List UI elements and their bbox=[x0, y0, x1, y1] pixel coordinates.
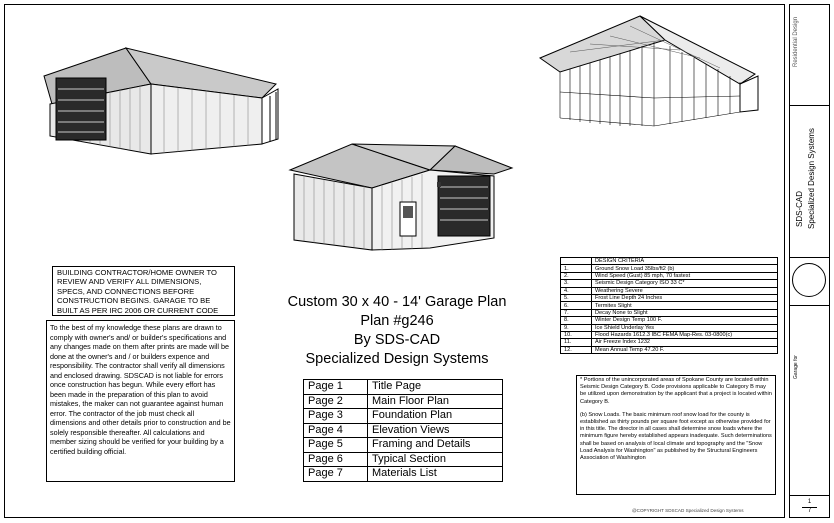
logo-circle bbox=[792, 263, 826, 297]
criteria-num: 4. bbox=[561, 287, 592, 294]
criteria-num: 1. bbox=[561, 265, 592, 272]
table-row bbox=[561, 272, 778, 279]
table-row bbox=[561, 346, 778, 353]
page-number: Page 6 bbox=[304, 452, 368, 467]
garage-render-left bbox=[26, 44, 281, 162]
criteria-num: 2. bbox=[561, 272, 592, 279]
table-row bbox=[304, 380, 503, 395]
table-row bbox=[561, 258, 778, 265]
table-row bbox=[304, 438, 503, 453]
garage-render-front bbox=[280, 140, 520, 265]
table-row bbox=[561, 324, 778, 331]
contractor-review-note: BUILDING CONTRACTOR/HOME OWNER TO REVIEW AND VERIFY ALL DIMENSIONS, SPECS, AND CONNECTIONS BEFORE CONSTRUCTION BEGINS. GARAGE TO BE BUILT AS PER IRC 2006 OR CURRENT CODE bbox=[52, 266, 235, 316]
garage-framing-render bbox=[530, 12, 760, 130]
criteria-text: Weathering Severe bbox=[592, 287, 778, 294]
criteria-text: Decay None to Slight bbox=[592, 309, 778, 316]
page-title: Elevation Views bbox=[368, 423, 503, 438]
page-title: Main Floor Plan bbox=[368, 394, 503, 409]
criteria-text: Frost Line Depth 24 Inches bbox=[592, 294, 778, 301]
table-row bbox=[304, 409, 503, 424]
criteria-text: Ground Snow Load 35lbs/ft2 (b) bbox=[592, 265, 778, 272]
criteria-num: 9. bbox=[561, 324, 592, 331]
page-index-table bbox=[303, 379, 503, 482]
plan-author: By SDS-CAD bbox=[353, 332, 441, 348]
criteria-text: Flood Hazards 1612.3 IBC FEMA Map-Res. 03-0800(c) bbox=[592, 331, 778, 338]
page-title: Materials List bbox=[368, 467, 503, 482]
page-number: Page 3 bbox=[304, 409, 368, 424]
seismic-note: * Portions of the unincorporated areas of Spokane County are located within Seismic Design Category B. Code provisions applicable to Category B may be utilized upon demonstration by the applicant that a project is located within Category B. bbox=[580, 377, 772, 405]
page-title: Foundation Plan bbox=[368, 409, 503, 424]
sheet-total: 7 bbox=[807, 508, 812, 514]
criteria-text: Mean Annual Temp 47.20 F. bbox=[592, 346, 778, 353]
table-row bbox=[304, 423, 503, 438]
sheet-number: 1 bbox=[807, 499, 812, 505]
plan-title: Custom 30 x 40 - 14' Garage Plan bbox=[287, 294, 507, 310]
criteria-num: 6. bbox=[561, 302, 592, 309]
criteria-num: 10. bbox=[561, 331, 592, 338]
table-row bbox=[304, 394, 503, 409]
company-full-name: Specialized Design Systems bbox=[807, 128, 816, 229]
plan-number: Plan #g246 bbox=[360, 313, 434, 329]
criteria-num: 5. bbox=[561, 294, 592, 301]
table-row bbox=[561, 265, 778, 272]
design-criteria-table bbox=[560, 257, 778, 354]
table-row bbox=[561, 280, 778, 287]
criteria-num: 12. bbox=[561, 346, 592, 353]
criteria-text: Winter Design Temp 100 F. bbox=[592, 317, 778, 324]
criteria-text: Wind Speed (Gust) 85 mph, 70 fastest bbox=[592, 272, 778, 279]
table-row bbox=[304, 452, 503, 467]
criteria-num: 3. bbox=[561, 280, 592, 287]
table-row bbox=[561, 317, 778, 324]
page-title: Title Page bbox=[368, 380, 503, 395]
page-number: Page 7 bbox=[304, 467, 368, 482]
garage-for-label: Garage for bbox=[793, 355, 799, 379]
code-notes bbox=[576, 375, 776, 495]
table-row bbox=[561, 309, 778, 316]
criteria-header: DESIGN CRITERIA bbox=[592, 258, 778, 265]
residential-design-label: Residential Design bbox=[793, 16, 799, 67]
page-number: Page 5 bbox=[304, 438, 368, 453]
copyright-text: @COPYRIGHT SDSCAD Specialized Design Systems bbox=[632, 508, 744, 513]
criteria-text: Seismic Design Category ISO 33 C* bbox=[592, 280, 778, 287]
title-block bbox=[789, 4, 830, 518]
table-row bbox=[561, 339, 778, 346]
page-number: Page 4 bbox=[304, 423, 368, 438]
table-row bbox=[561, 331, 778, 338]
criteria-text: Termites Slight bbox=[592, 302, 778, 309]
liability-disclaimer: To the best of my knowledge these plans are drawn to comply with owner's and/ or builder's specifications and any changes made on them after prints are made will be done at the owner's and / or builders expence and responsibility. The contractor shall verify all dimensions and enclosed drawing. SDSCAD is not liable for errors once construction has begun. While every effort has been made in the preparation of this plan to avoid mistakes, the maker can not guarantee against human error. The contractor of the job must check all dimensions and other details prior to construction and be solely responsible thereafter. All calculations and member sizing should be verified for your building by a certified building official. bbox=[46, 320, 235, 482]
table-row bbox=[561, 287, 778, 294]
plan-title-block bbox=[262, 293, 532, 369]
criteria-num: 7. bbox=[561, 309, 592, 316]
page-title: Typical Section bbox=[368, 452, 503, 467]
page-number: Page 2 bbox=[304, 394, 368, 409]
table-row bbox=[561, 294, 778, 301]
company-short-name: SDS-CAD bbox=[795, 190, 804, 227]
snow-load-note: (b) Snow Loads. The basic minimum roof snow load for the county is established as thirty pounds per square foot except as otherwise provided for in this title. The director in all cases shall determine snow loads where the minimum figure hereby established appears inadequate. Such determinations shall be based on analysis of local climate and topography and the "Snow Load Analysis for Washington" as published by the Structural Engineers Association of Washington bbox=[580, 411, 772, 462]
criteria-text: Air Freeze Index 1232 bbox=[592, 339, 778, 346]
plan-company: Specialized Design Systems bbox=[305, 351, 489, 367]
criteria-num: 8. bbox=[561, 317, 592, 324]
table-row bbox=[561, 302, 778, 309]
criteria-text: Ice Shield Underlay Yes bbox=[592, 324, 778, 331]
criteria-num: 11. bbox=[561, 339, 592, 346]
page-title: Framing and Details bbox=[368, 438, 503, 453]
table-row bbox=[304, 467, 503, 482]
page-number: Page 1 bbox=[304, 380, 368, 395]
